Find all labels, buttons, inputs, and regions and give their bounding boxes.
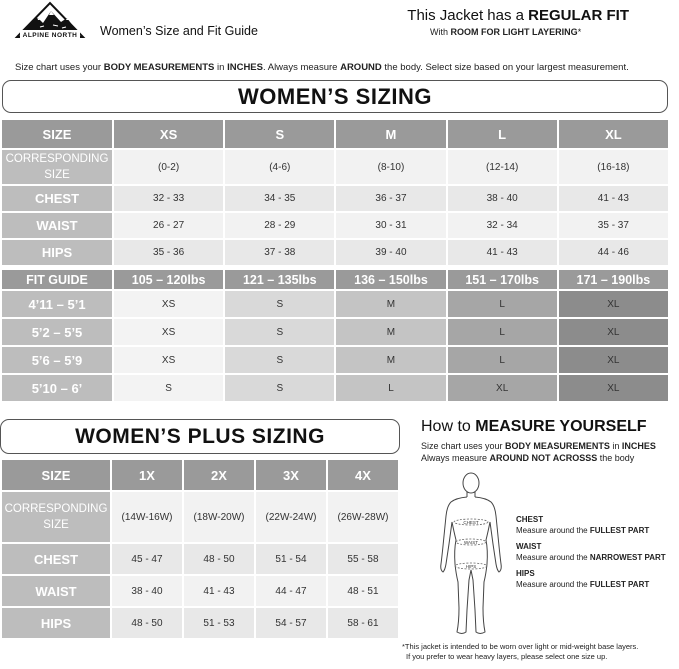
- fit-cell: S: [225, 375, 334, 401]
- table-cell: (18W-20W): [184, 492, 254, 542]
- table-cell: 41 - 43: [448, 240, 557, 265]
- measure-title: How to MEASURE YOURSELF: [421, 418, 647, 435]
- table-row: [2, 270, 668, 289]
- table-cell: 45 - 47: [112, 544, 182, 574]
- footnote: *This jacket is intended to be worn over light or mid-weight base layers. If you prefer to wear heavy layers, please select one size up.: [402, 642, 639, 661]
- table-cell: 30 - 31: [336, 213, 445, 238]
- fit-cell: S: [225, 347, 334, 373]
- table-cell: 26 - 27: [114, 213, 223, 238]
- measure-waist: WAIST Measure around the NARROWEST PART: [516, 542, 666, 562]
- fit-cell: L: [448, 319, 557, 345]
- table-cell: 48 - 50: [112, 608, 182, 638]
- table-cell: (22W-24W): [256, 492, 326, 542]
- table-cell: (14W-16W): [112, 492, 182, 542]
- table-cell: 37 - 38: [225, 240, 334, 265]
- human-body-outline-icon: [432, 470, 510, 640]
- fit-cell: M: [336, 347, 445, 373]
- row-label-waist: WAIST: [2, 213, 112, 238]
- table-cell: 58 - 61: [328, 608, 398, 638]
- table-cell: 38 - 40: [448, 186, 557, 211]
- row-label-waist: WAIST: [2, 576, 110, 606]
- fit-cell: XS: [114, 319, 223, 345]
- plus-sizing-title-box: [0, 419, 400, 454]
- size-col-m: M: [336, 120, 445, 148]
- table-row: [2, 186, 668, 211]
- size-col-4x: 4X: [328, 460, 398, 490]
- fit-cell: M: [336, 291, 445, 317]
- alpine-north-logo: [13, 0, 87, 40]
- table-cell: 44 - 47: [256, 576, 326, 606]
- fit-guide-table: [0, 268, 670, 403]
- fit-cell: XL: [559, 291, 668, 317]
- layering-note: With ROOM FOR LIGHT LAYERING*: [430, 27, 582, 37]
- table-cell: 32 - 33: [114, 186, 223, 211]
- size-col-l: L: [448, 120, 557, 148]
- table-cell: (0-2): [114, 150, 223, 184]
- table-cell: 51 - 53: [184, 608, 254, 638]
- table-row: [2, 460, 398, 490]
- logo-text: ALPINE NORTH: [22, 32, 78, 39]
- row-label-corresponding: CORRESPONDING SIZE: [2, 150, 112, 184]
- height-row-label: 5’10 – 6’: [2, 375, 112, 401]
- guide-title: Women’s Size and Fit Guide: [100, 24, 258, 38]
- measure-chest: CHEST Measure around the FULLEST PART: [516, 515, 650, 535]
- table-cell: 34 - 35: [225, 186, 334, 211]
- table-cell: (12-14): [448, 150, 557, 184]
- table-cell: 39 - 40: [336, 240, 445, 265]
- table-cell: 36 - 37: [336, 186, 445, 211]
- size-header: SIZE: [2, 460, 110, 490]
- fig-label-chest: CHEST: [463, 520, 479, 525]
- fit-guide-header: FIT GUIDE: [2, 270, 112, 289]
- fit-cell: XL: [559, 347, 668, 373]
- row-label-hips: HIPS: [2, 608, 110, 638]
- womens-sizing-table: [0, 118, 670, 267]
- size-col-2x: 2X: [184, 460, 254, 490]
- row-label-chest: CHEST: [2, 186, 112, 211]
- table-cell: 51 - 54: [256, 544, 326, 574]
- size-col-1x: 1X: [112, 460, 182, 490]
- table-cell: 35 - 37: [559, 213, 668, 238]
- fit-cell: S: [225, 319, 334, 345]
- row-label-hips: HIPS: [2, 240, 112, 265]
- fit-cell: XL: [448, 375, 557, 401]
- fit-cell: XS: [114, 347, 223, 373]
- table-row: [2, 608, 398, 638]
- size-col-3x: 3X: [256, 460, 326, 490]
- plus-sizing-table: [0, 458, 400, 640]
- table-cell: 35 - 36: [114, 240, 223, 265]
- table-cell: 28 - 29: [225, 213, 334, 238]
- table-cell: 41 - 43: [184, 576, 254, 606]
- row-label-corresponding: CORRESPONDING SIZE: [2, 492, 110, 542]
- fit-cell: L: [448, 291, 557, 317]
- table-cell: 55 - 58: [328, 544, 398, 574]
- size-header: SIZE: [2, 120, 112, 148]
- table-cell: 48 - 50: [184, 544, 254, 574]
- table-cell: 41 - 43: [559, 186, 668, 211]
- table-row: [2, 319, 668, 345]
- table-cell: 38 - 40: [112, 576, 182, 606]
- size-col-s: S: [225, 120, 334, 148]
- fit-cell: M: [336, 319, 445, 345]
- size-col-xs: XS: [114, 120, 223, 148]
- size-chart-instructions: Size chart uses your BODY MEASUREMENTS in INCHES. Always measure AROUND the body. Select size based on your largest measurement.: [15, 62, 629, 73]
- fig-label-waist: WAIST: [463, 540, 479, 545]
- table-row: [2, 120, 668, 148]
- weight-col: 171 – 190lbs: [559, 270, 668, 289]
- row-label-chest: CHEST: [2, 544, 110, 574]
- table-row: [2, 213, 668, 238]
- table-row: [2, 150, 668, 184]
- table-row: [2, 347, 668, 373]
- height-row-label: 4’11 – 5’1: [2, 291, 112, 317]
- table-cell: (26W-28W): [328, 492, 398, 542]
- table-cell: (4-6): [225, 150, 334, 184]
- fit-cell: S: [114, 375, 223, 401]
- fit-cell: L: [448, 347, 557, 373]
- table-cell: 44 - 46: [559, 240, 668, 265]
- fit-statement: This Jacket has a REGULAR FIT: [407, 7, 629, 24]
- height-row-label: 5’6 – 5’9: [2, 347, 112, 373]
- womens-sizing-title-box: [2, 80, 668, 113]
- table-cell: 48 - 51: [328, 576, 398, 606]
- fit-cell: XL: [559, 319, 668, 345]
- table-cell: 32 - 34: [448, 213, 557, 238]
- size-col-xl: XL: [559, 120, 668, 148]
- height-row-label: 5’2 – 5’5: [2, 319, 112, 345]
- fit-cell: XL: [559, 375, 668, 401]
- measure-instructions: Size chart uses your BODY MEASUREMENTS in INCHES Always measure AROUND NOT ACROSSS the body: [421, 441, 656, 463]
- weight-col: 105 – 120lbs: [114, 270, 223, 289]
- table-row: [2, 576, 398, 606]
- table-row: [2, 240, 668, 265]
- table-row: [2, 544, 398, 574]
- table-cell: (16-18): [559, 150, 668, 184]
- weight-col: 121 – 135lbs: [225, 270, 334, 289]
- fit-cell: S: [225, 291, 334, 317]
- table-cell: (8-10): [336, 150, 445, 184]
- fit-cell: XS: [114, 291, 223, 317]
- fig-label-hips: HIPS: [465, 564, 477, 569]
- table-cell: 54 - 57: [256, 608, 326, 638]
- weight-col: 136 – 150lbs: [336, 270, 445, 289]
- fit-cell: L: [336, 375, 445, 401]
- table-row: [2, 291, 668, 317]
- table-row: [2, 492, 398, 542]
- table-row: [2, 375, 668, 401]
- plus-sizing-title: WOMEN’S PLUS SIZING: [75, 424, 325, 448]
- measure-hips: HIPS Measure around the FULLEST PART: [516, 569, 650, 589]
- womens-sizing-title: WOMEN’S SIZING: [238, 83, 432, 109]
- weight-col: 151 – 170lbs: [448, 270, 557, 289]
